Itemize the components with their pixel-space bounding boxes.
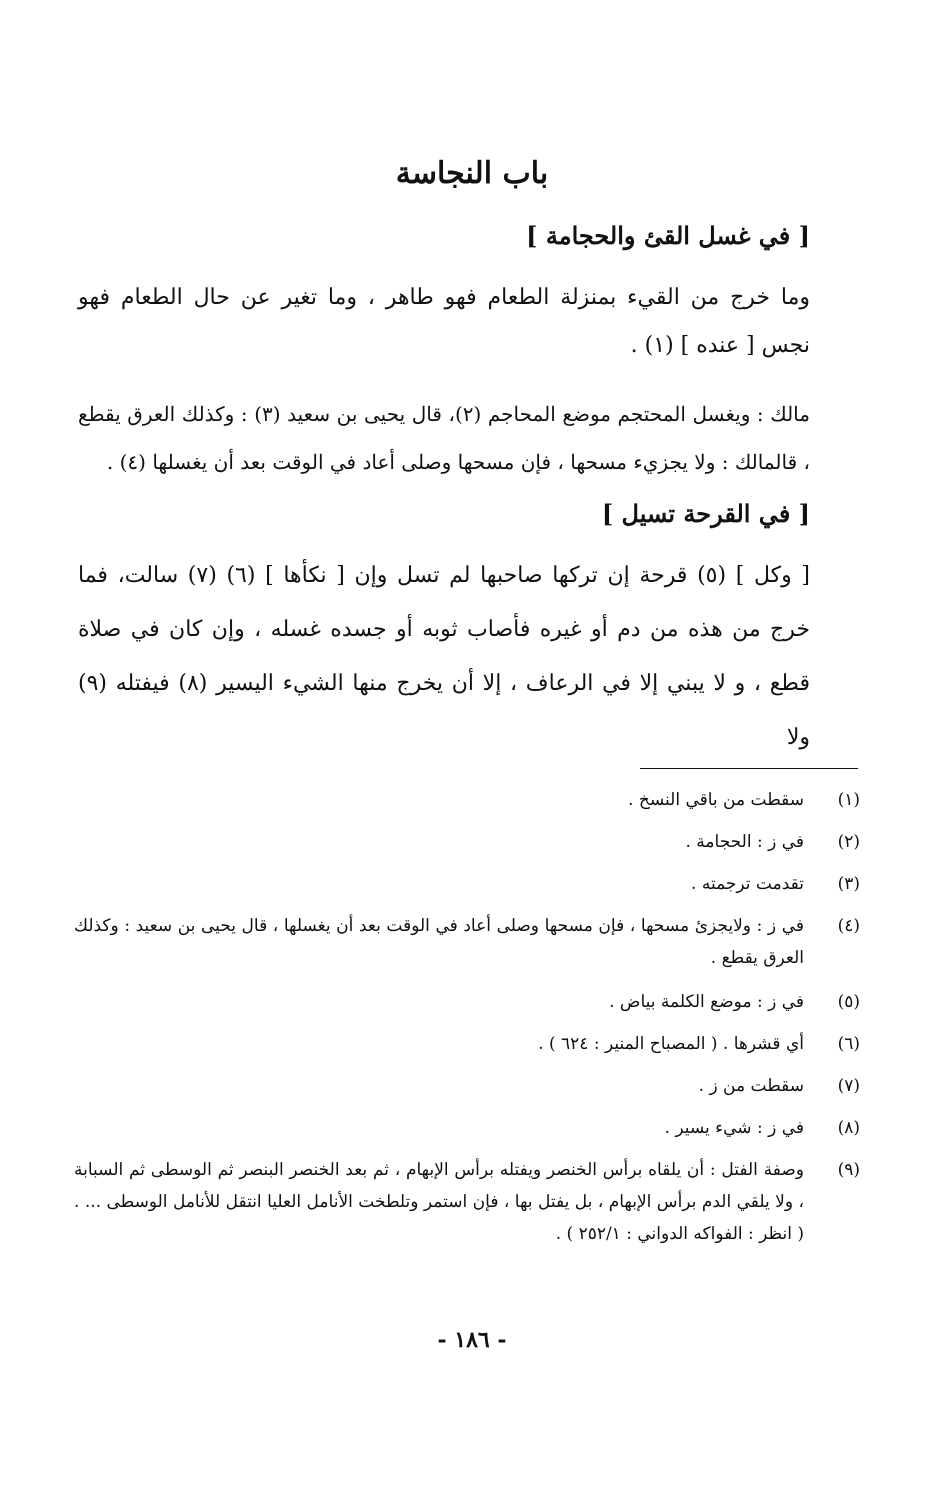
footnote-separator	[640, 768, 858, 769]
footnote-number: (٩)	[837, 1160, 860, 1180]
footnote-item	[74, 1028, 860, 1060]
footnote-number: (٥)	[837, 992, 860, 1012]
footnote-text: سقطت من ز .	[698, 1076, 804, 1096]
footnote-number: (٦)	[837, 1034, 860, 1054]
footnote-number: (١)	[837, 790, 860, 810]
footnote-text: أي قشرها . ( المصباح المنير : ٦٢٤ ) .	[538, 1034, 804, 1054]
footnote-text: في ز : الحجامة .	[685, 832, 804, 852]
paragraph-cupping: مالك : ويغسل المحتجم موضع المحاجم (٢)، قال يحيى بن سعيد (٣) : وكذلك العرق يقطع ، قالمالك : ولا يجزيء مسحها ، فإن مسحها وصلى أعاد في الوقت بعد أن يغسلها (٤) .	[78, 402, 810, 474]
footnote-text: في ز : موضع الكلمة بياض .	[609, 992, 804, 1012]
footnote-number: (٨)	[837, 1118, 860, 1138]
footnote-text: وصفة الفتل : أن يلقاه برأس الخنصر ويفتله برأس الإبهام ، ثم بعد الخنصر البنصر ثم الوسطى ثم السبابة ، ولا يلقي الدم برأس الإبهام ، بل يفتل بها ، فإن استمر وتلطخت الأنامل العليا انتقل للأنامل الوسطى ... . ( انظر : الفواكه الدواني : ٢٥٢/١ ) .	[74, 1160, 804, 1244]
footnote-text: في ز : ولايجزئ مسحها ، فإن مسحها وصلى أعاد في الوقت بعد أن يغسلها ، قال يحيى بن سعيد : وكذلك العرق يقطع .	[74, 916, 804, 968]
paragraph-vomit: وما خرج من القيء بمنزلة الطعام فهو طاهر ، وما تغير عن حال الطعام فهو نجس [ عنده ] (١) .	[78, 285, 810, 358]
footnote-number: (٣)	[837, 874, 860, 894]
footnote-number: (٢)	[837, 832, 860, 852]
footnotes-list	[74, 784, 860, 1250]
chapter-title: باب النجاسة	[395, 156, 549, 191]
footnote-text: تقدمت ترجمته .	[691, 874, 804, 894]
footnote-number: (٤)	[837, 916, 860, 936]
footnote-number: (٧)	[837, 1076, 860, 1096]
footnote-item	[74, 826, 860, 858]
footnote-item	[74, 1112, 860, 1144]
footnote-item	[74, 784, 860, 816]
footnote-item	[74, 1154, 860, 1250]
page-number: - ١٨٦ -	[437, 1327, 507, 1353]
footnote-item	[74, 986, 860, 1018]
footnote-text: في ز : شيء يسير .	[664, 1118, 804, 1138]
paragraph-ulcer: [ وكل ] (٥) قرحة إن تركها صاحبها لم تسل وإن [ نكأها ] (٦) (٧) سالت، فما خرج من هذه من دم أو غيره فأصاب ثوبه أو جسده غسله ، وإن كان في صلاة قطع ، و لا يبني إلا في الرعاف ، إلا أن يخرج منها الشيء اليسير (٨) فيفتله (٩) ولا	[78, 563, 810, 750]
footnote-item	[74, 868, 860, 900]
footnote-text: سقطت من باقي النسخ .	[628, 790, 804, 810]
footnote-item	[74, 1070, 860, 1102]
section-heading-vomit-cupping: [ في غسل القئ والحجامة ]	[526, 221, 810, 250]
section-heading-ulcer: [ في القرحة تسيل ]	[601, 499, 810, 528]
footnote-item	[74, 910, 860, 974]
